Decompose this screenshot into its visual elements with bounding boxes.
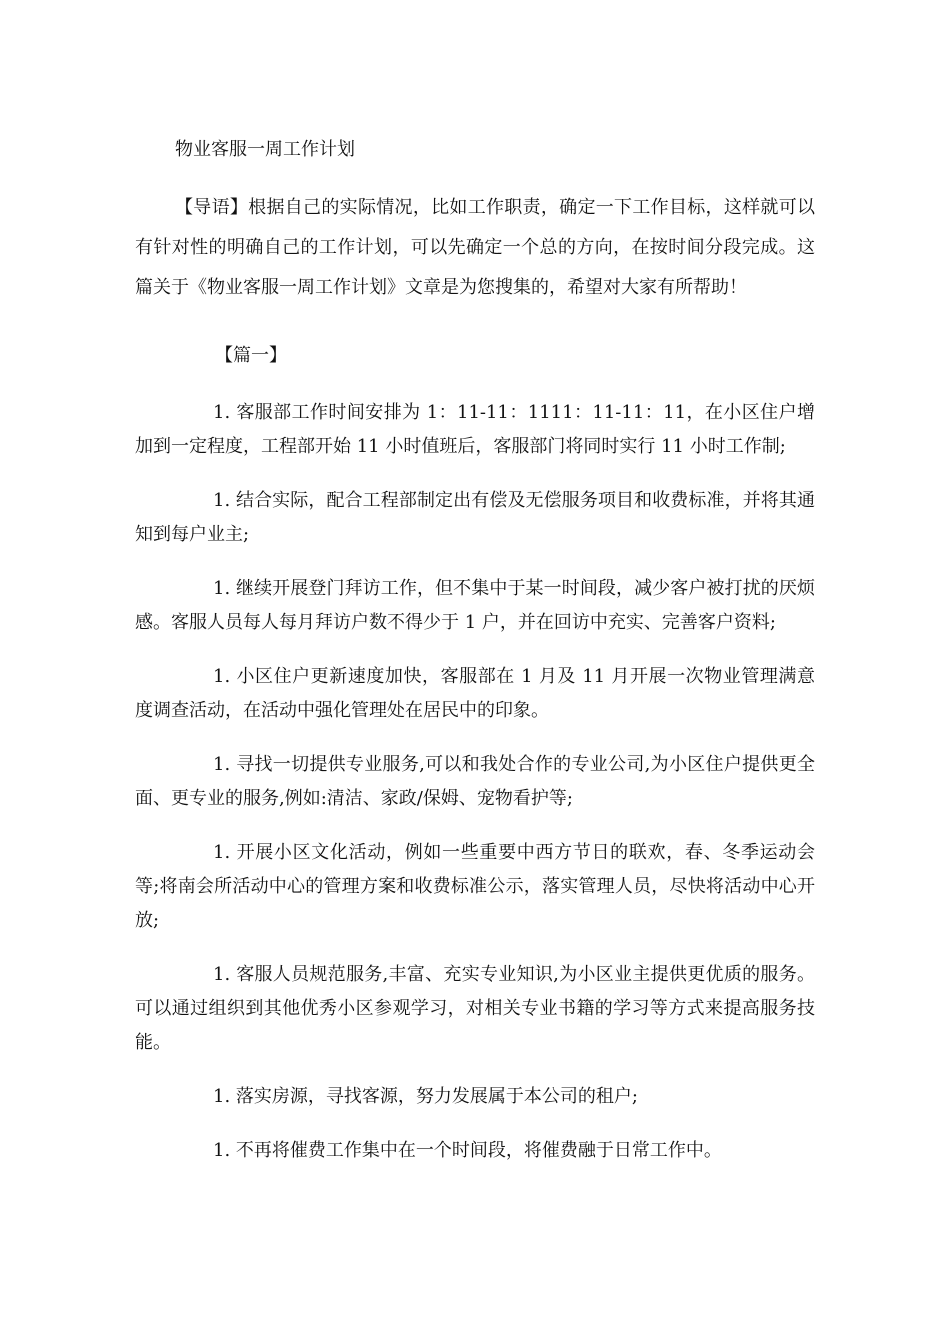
plan-item: 1. 继续开展登门拜访工作，但不集中于某一时间段，减少客户被打扰的厌烦感。客服人员每人每月拜访户数不得少于 1 户，并在回访中充实、完善客户资料;: [135, 578, 815, 633]
plan-item: 1. 客服部工作时间安排为 1：11-11：1111：11-11：11，在小区住户增加到一定程度，工程部开始 11 小时值班后，客服部门将同时实行 11 小时工作制;: [135, 402, 815, 457]
plan-item: 1. 客服人员规范服务,丰富、充实专业知识,为小区业主提供更优质的服务。可以通过组织到其他优秀小区参观学习，对相关专业书籍的学习等方式来提高服务技能。: [135, 964, 815, 1053]
plan-item: 1. 小区住户更新速度加快，客服部在 1 月及 11 月开展一次物业管理满意度调查活动，在活动中强化管理处在居民中的印象。: [135, 666, 815, 721]
plan-items-list: [135, 396, 815, 1188]
plan-item: 1. 落实房源，寻找客源，努力发展属于本公司的租户;: [213, 1086, 638, 1107]
section-heading: 【篇一】: [215, 345, 287, 366]
plan-item: 1. 结合实际，配合工程部制定出有偿及无偿服务项目和收费标准，并将其通知到每户业主;: [135, 490, 815, 545]
plan-item: 1. 开展小区文化活动，例如一些重要中西方节日的联欢，春、冬季运动会等;将南会所活动中心的管理方案和收费标准公示，落实管理人员，尽快将活动中心开放;: [135, 842, 815, 931]
plan-item: 1. 寻找一切提供专业服务,可以和我处合作的专业公司,为小区住户提供更全面、更专业的服务,例如:清洁、家政/保姆、宠物看护等;: [135, 754, 815, 809]
document-title: 物业客服一周工作计划: [175, 139, 355, 160]
plan-item: 1. 不再将催费工作集中在一个时间段，将催费融于日常工作中。: [213, 1140, 722, 1161]
intro-paragraph: 【导语】根据自己的实际情况，比如工作职责，确定一下工作目标，这样就可以有针对性的明确自己的工作计划，可以先确定一个总的方向，在按时间分段完成。这篇关于《物业客服一周工作计划》文章是为您搜集的，希望对大家有所帮助！: [135, 197, 815, 298]
